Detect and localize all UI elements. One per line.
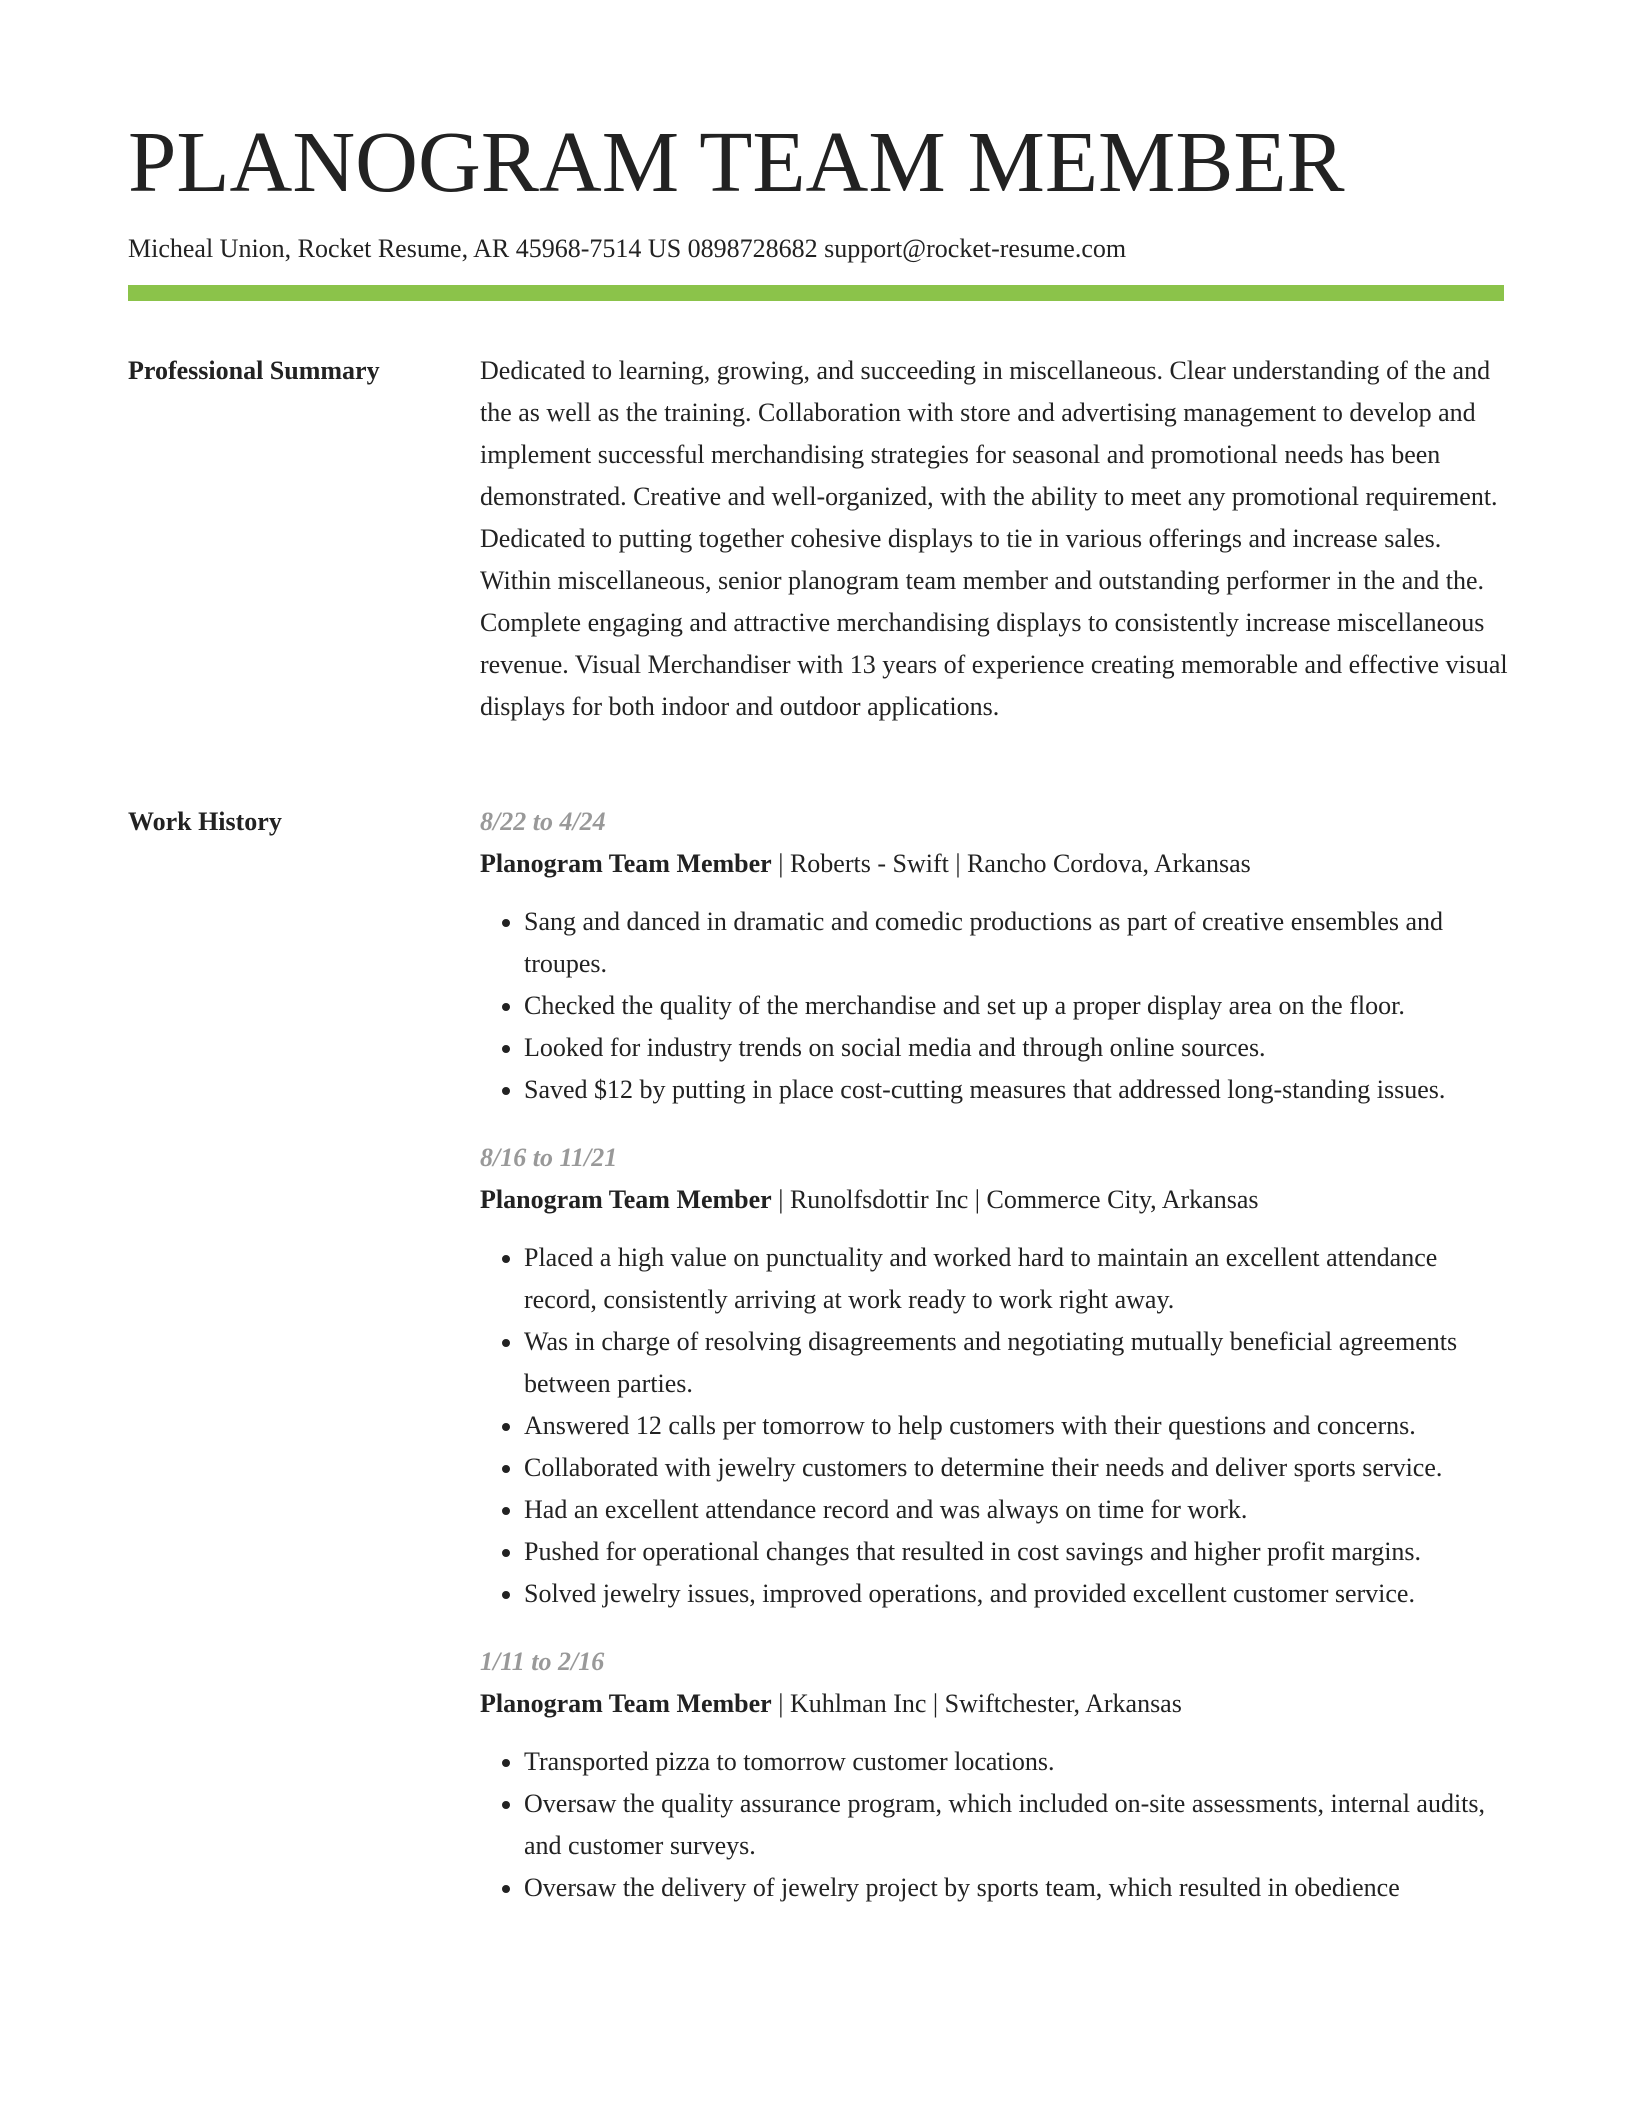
job-role: Planogram Team Member bbox=[480, 1689, 772, 1718]
job-details: | Kuhlman Inc | Swiftchester, Arkansas bbox=[771, 1689, 1182, 1718]
job-bullet: • Collaborated with jewelry customers to determine their needs and deliver sports service. bbox=[524, 1447, 1510, 1489]
summary-text: Dedicated to learning, growing, and succeeding in miscellaneous. Clear understanding of the and the as well as the training. Collaboration with store and advertising management to develop and implement successful merchandising strategies for seasonal and promotional needs has been demonstrated. Creative and well-organized, with the ability to meet any promotional requirement. Dedicated to putting together cohesive displays to tie in various offerings and increase sales. Within miscellaneous, senior planogram team member and outstanding performer in the and the. Complete engaging and attractive merchandising displays to consistently increase miscellaneous revenue. Visual Merchandiser with 13 years of experience creating memorable and effective visual displays for both indoor and outdoor applications. bbox=[480, 356, 1508, 721]
job-bullet: • Answered 12 calls per tomorrow to help customers with their questions and concerns. bbox=[524, 1405, 1510, 1447]
contact-line: Micheal Union, Rocket Resume, AR 45968-7514 US 0898728682 support@rocket-resume.com bbox=[128, 234, 1127, 263]
job-role: Planogram Team Member bbox=[480, 1185, 772, 1214]
job-bullet: • Oversaw the delivery of jewelry project by sports team, which resulted in obedience bbox=[524, 1867, 1510, 1909]
job-bullets bbox=[480, 1237, 1510, 1615]
job-bullet: • Oversaw the quality assurance program, which included on-site assessments, internal audits, and customer surveys. bbox=[524, 1783, 1510, 1867]
summary-label: Professional Summary bbox=[128, 356, 380, 385]
job-bullet: • Saved $12 by putting in place cost-cutting measures that addressed long-standing issues. bbox=[524, 1069, 1510, 1111]
summary-body bbox=[480, 350, 1510, 728]
job-details: | Roberts - Swift | Rancho Cordova, Arkansas bbox=[771, 849, 1251, 878]
job-bullet: • Checked the quality of the merchandise and set up a proper display area on the floor. bbox=[524, 985, 1510, 1027]
job-bullets bbox=[480, 1741, 1510, 1909]
job-entry bbox=[480, 1641, 1510, 1909]
job-heading bbox=[480, 1179, 1510, 1221]
job-entry bbox=[480, 1137, 1510, 1615]
job-bullet: • Placed a high value on punctuality and worked hard to maintain an excellent attendance record, consistently arriving at work ready to work right away. bbox=[524, 1237, 1510, 1321]
job-bullet: • Had an excellent attendance record and was always on time for work. bbox=[524, 1489, 1510, 1531]
job-dates: 1/11 to 2/16 bbox=[480, 1647, 605, 1676]
job-bullet: • Sang and danced in dramatic and comedic productions as part of creative ensembles and troupes. bbox=[524, 901, 1510, 985]
job-heading bbox=[480, 1683, 1510, 1725]
work-history-body bbox=[480, 801, 1510, 1935]
job-dates: 8/16 to 11/21 bbox=[480, 1143, 618, 1172]
job-bullet: • Pushed for operational changes that resulted in cost savings and higher profit margins. bbox=[524, 1531, 1510, 1573]
job-bullet: • Solved jewelry issues, improved operations, and provided excellent customer service. bbox=[524, 1573, 1510, 1615]
job-bullet: • Looked for industry trends on social media and through online sources. bbox=[524, 1027, 1510, 1069]
job-dates: 8/22 to 4/24 bbox=[480, 807, 606, 836]
header-divider bbox=[128, 285, 1504, 301]
job-heading bbox=[480, 843, 1510, 885]
job-entry bbox=[480, 801, 1510, 1111]
job-bullets bbox=[480, 901, 1510, 1111]
job-bullet: • Transported pizza to tomorrow customer locations. bbox=[524, 1741, 1510, 1783]
job-role: Planogram Team Member bbox=[480, 849, 772, 878]
resume-title: PLANOGRAM TEAM MEMBER bbox=[128, 113, 1345, 210]
job-details: | Runolfsdottir Inc | Commerce City, Arkansas bbox=[771, 1185, 1259, 1214]
work-history-label: Work History bbox=[128, 807, 282, 836]
job-bullet: • Was in charge of resolving disagreements and negotiating mutually beneficial agreements between parties. bbox=[524, 1321, 1510, 1405]
